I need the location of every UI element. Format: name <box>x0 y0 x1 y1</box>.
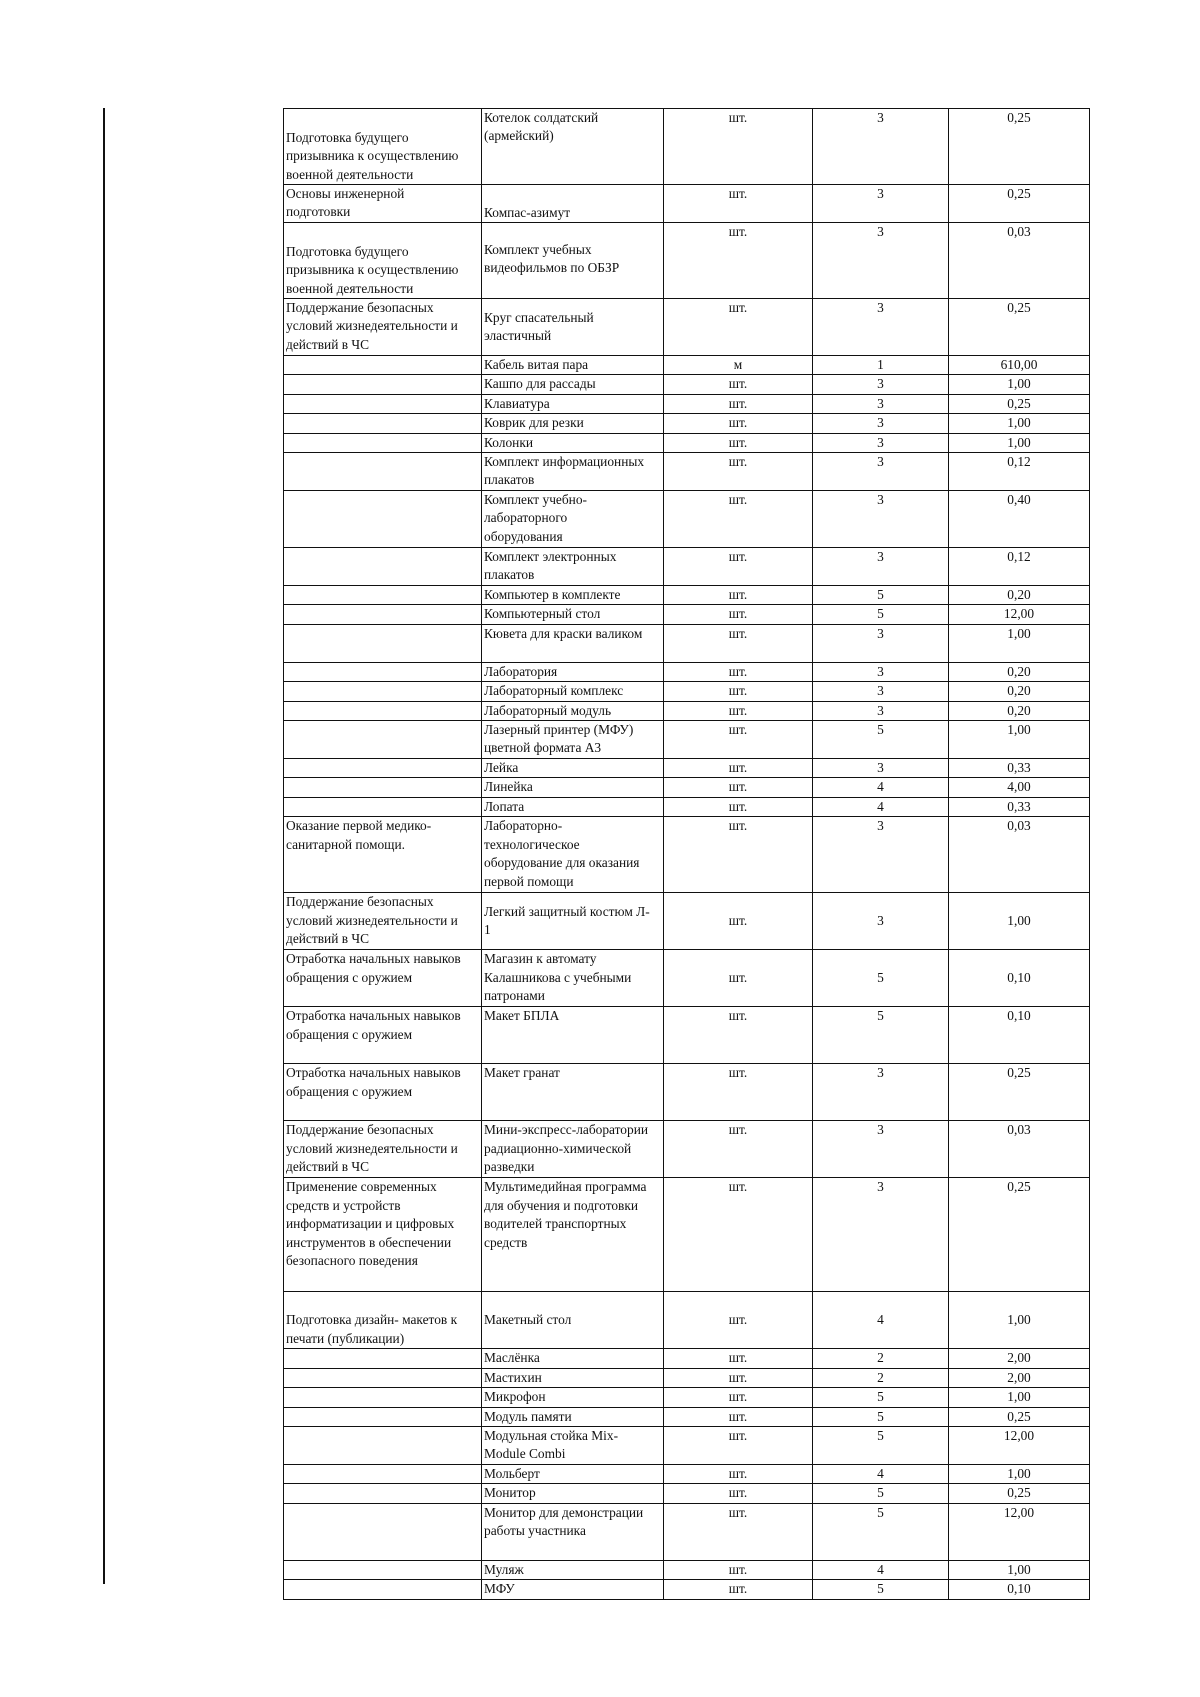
value-cell: 2,00 <box>949 1349 1090 1368</box>
item-cell: Мини-экспресс-лаборатории радиационно-химической разведки <box>482 1121 664 1178</box>
activity-cell <box>284 1580 482 1599</box>
item-cell: Кабель витая пара <box>482 356 664 375</box>
table-row <box>284 797 1090 816</box>
value-cell: 0,20 <box>949 586 1090 605</box>
activity-cell: Отработка начальных навыков обращения с оружием <box>284 950 482 1007</box>
unit-cell: шт. <box>664 1178 813 1292</box>
value-cell: 610,00 <box>949 356 1090 375</box>
activity-cell: Поддержание безопасных условий жизнедеятельности и действий в ЧС <box>284 1121 482 1178</box>
level-cell: 3 <box>813 817 949 893</box>
table-row <box>284 1484 1090 1503</box>
activity-cell <box>284 356 482 375</box>
value-cell: 1,00 <box>949 1292 1090 1349</box>
value-cell: 1,00 <box>949 433 1090 452</box>
item-cell: Муляж <box>482 1560 664 1579</box>
level-cell: 4 <box>813 1464 949 1483</box>
unit-cell: шт. <box>664 1121 813 1178</box>
level-cell: 3 <box>813 893 949 950</box>
level-cell: 5 <box>813 1580 949 1599</box>
activity-cell <box>284 682 482 701</box>
item-cell: Лазерный принтер (МФУ) цветной формата А3 <box>482 721 664 759</box>
table-row <box>284 1580 1090 1599</box>
table-row <box>284 1007 1090 1064</box>
activity-cell: Основы инженерной подготовки <box>284 185 482 223</box>
activity-cell <box>284 701 482 720</box>
value-cell: 0,25 <box>949 1064 1090 1121</box>
unit-cell: шт. <box>664 299 813 356</box>
level-cell: 5 <box>813 1484 949 1503</box>
table-row <box>284 893 1090 950</box>
level-cell: 3 <box>813 759 949 778</box>
table-row <box>284 548 1090 586</box>
item-cell: Мастихин <box>482 1368 664 1387</box>
table-row <box>284 299 1090 356</box>
unit-cell: шт. <box>664 433 813 452</box>
activity-cell <box>284 1349 482 1368</box>
value-cell: 1,00 <box>949 721 1090 759</box>
level-cell: 3 <box>813 701 949 720</box>
item-cell: Модульная стойка Mix- Module Combi <box>482 1426 664 1464</box>
table-row <box>284 394 1090 413</box>
item-cell: Легкий защитный костюм Л- 1 <box>482 893 664 950</box>
table-row <box>284 453 1090 491</box>
value-cell: 1,00 <box>949 375 1090 394</box>
activity-cell <box>284 1368 482 1387</box>
table-row <box>284 701 1090 720</box>
value-cell: 0,25 <box>949 185 1090 223</box>
table-row <box>284 356 1090 375</box>
activity-cell <box>284 453 482 491</box>
table-row <box>284 817 1090 893</box>
item-cell: Мольберт <box>482 1464 664 1483</box>
activity-cell <box>284 1388 482 1407</box>
table-row <box>284 1064 1090 1121</box>
value-cell: 0,33 <box>949 759 1090 778</box>
table-row <box>284 414 1090 433</box>
unit-cell: шт. <box>664 721 813 759</box>
value-cell: 0,33 <box>949 797 1090 816</box>
level-cell: 3 <box>813 682 949 701</box>
value-cell: 2,00 <box>949 1368 1090 1387</box>
level-cell: 1 <box>813 356 949 375</box>
item-cell: Макет гранат <box>482 1064 664 1121</box>
level-cell: 5 <box>813 1388 949 1407</box>
level-cell: 3 <box>813 109 949 185</box>
activity-cell <box>284 1464 482 1483</box>
value-cell: 1,00 <box>949 893 1090 950</box>
unit-cell: шт. <box>664 109 813 185</box>
table-row <box>284 109 1090 185</box>
table-row <box>284 1292 1090 1349</box>
value-cell: 0,10 <box>949 950 1090 1007</box>
unit-cell: шт. <box>664 1349 813 1368</box>
value-cell: 1,00 <box>949 1388 1090 1407</box>
item-cell: Кашпо для рассады <box>482 375 664 394</box>
unit-cell: шт. <box>664 893 813 950</box>
item-cell: Модуль памяти <box>482 1407 664 1426</box>
level-cell: 3 <box>813 491 949 548</box>
value-cell: 1,00 <box>949 624 1090 662</box>
table-row <box>284 662 1090 681</box>
activity-cell <box>284 586 482 605</box>
table-row <box>284 759 1090 778</box>
level-cell: 3 <box>813 375 949 394</box>
level-cell: 4 <box>813 778 949 797</box>
table-row <box>284 1426 1090 1464</box>
table-row <box>284 1121 1090 1178</box>
item-cell: Магазин к автомату Калашникова с учебными патронами <box>482 950 664 1007</box>
level-cell: 3 <box>813 662 949 681</box>
activity-cell <box>284 759 482 778</box>
table-row <box>284 1464 1090 1483</box>
value-cell: 0,25 <box>949 1178 1090 1292</box>
item-cell: Макет БПЛА <box>482 1007 664 1064</box>
activity-cell <box>284 433 482 452</box>
value-cell: 0,20 <box>949 682 1090 701</box>
item-cell: Лопата <box>482 797 664 816</box>
value-cell: 12,00 <box>949 1503 1090 1560</box>
value-cell: 0,25 <box>949 1484 1090 1503</box>
level-cell: 5 <box>813 1426 949 1464</box>
unit-cell: шт. <box>664 453 813 491</box>
table-row <box>284 185 1090 223</box>
table-row <box>284 1503 1090 1560</box>
item-cell: Комплект электронных плакатов <box>482 548 664 586</box>
level-cell: 3 <box>813 185 949 223</box>
value-cell: 4,00 <box>949 778 1090 797</box>
value-cell: 1,00 <box>949 1560 1090 1579</box>
activity-cell <box>284 1484 482 1503</box>
level-cell: 2 <box>813 1368 949 1387</box>
unit-cell: шт. <box>664 1560 813 1579</box>
value-cell: 0,03 <box>949 223 1090 299</box>
level-cell: 5 <box>813 950 949 1007</box>
unit-cell: шт. <box>664 586 813 605</box>
table-row <box>284 1349 1090 1368</box>
unit-cell: шт. <box>664 1580 813 1599</box>
value-cell: 0,20 <box>949 662 1090 681</box>
unit-cell: шт. <box>664 1388 813 1407</box>
level-cell: 4 <box>813 1292 949 1349</box>
activity-cell: Поддержание безопасных условий жизнедеятельности и действий в ЧС <box>284 299 482 356</box>
table-row <box>284 1560 1090 1579</box>
unit-cell: шт. <box>664 624 813 662</box>
level-cell: 3 <box>813 223 949 299</box>
unit-cell: шт. <box>664 1007 813 1064</box>
level-cell: 5 <box>813 721 949 759</box>
item-cell: Лабораторный модуль <box>482 701 664 720</box>
value-cell: 0,25 <box>949 1407 1090 1426</box>
table-row <box>284 1178 1090 1292</box>
item-cell: Комплект учебных видеофильмов по ОБЗР <box>482 223 664 299</box>
unit-cell: шт. <box>664 1484 813 1503</box>
activity-cell <box>284 605 482 624</box>
unit-cell: шт. <box>664 1064 813 1121</box>
unit-cell: шт. <box>664 185 813 223</box>
item-cell: Макетный стол <box>482 1292 664 1349</box>
activity-cell <box>284 548 482 586</box>
unit-cell: шт. <box>664 1503 813 1560</box>
unit-cell: шт. <box>664 394 813 413</box>
value-cell: 0,12 <box>949 548 1090 586</box>
activity-cell <box>284 624 482 662</box>
value-cell: 0,03 <box>949 1121 1090 1178</box>
table-row <box>284 433 1090 452</box>
level-cell: 3 <box>813 433 949 452</box>
activity-cell: Подготовка будущего призывника к осуществлению военной деятельности <box>284 223 482 299</box>
table-row <box>284 223 1090 299</box>
activity-cell <box>284 1426 482 1464</box>
unit-cell: м <box>664 356 813 375</box>
activity-cell: Поддержание безопасных условий жизнедеятельности и действий в ЧС <box>284 893 482 950</box>
table-row <box>284 624 1090 662</box>
value-cell: 1,00 <box>949 414 1090 433</box>
unit-cell: шт. <box>664 605 813 624</box>
activity-cell <box>284 414 482 433</box>
level-cell: 3 <box>813 624 949 662</box>
unit-cell: шт. <box>664 414 813 433</box>
unit-cell: шт. <box>664 1426 813 1464</box>
unit-cell: шт. <box>664 1368 813 1387</box>
level-cell: 3 <box>813 299 949 356</box>
value-cell: 0,25 <box>949 394 1090 413</box>
activity-cell: Подготовка будущего призывника к осуществлению военной деятельности <box>284 109 482 185</box>
item-cell: Круг спасательный эластичный <box>482 299 664 356</box>
item-cell: Лабораторный комплекс <box>482 682 664 701</box>
value-cell: 0,12 <box>949 453 1090 491</box>
unit-cell: шт. <box>664 759 813 778</box>
item-cell: Клавиатура <box>482 394 664 413</box>
item-cell: Компас-азимут <box>482 185 664 223</box>
item-cell: Лейка <box>482 759 664 778</box>
item-cell: Лабораторно- технологическое оборудование для оказания первой помощи <box>482 817 664 893</box>
level-cell: 5 <box>813 1407 949 1426</box>
table-row <box>284 721 1090 759</box>
item-cell: Маслёнка <box>482 1349 664 1368</box>
activity-cell <box>284 491 482 548</box>
activity-cell <box>284 375 482 394</box>
item-cell: Комплект учебно- лабораторного оборудования <box>482 491 664 548</box>
activity-cell <box>284 1560 482 1579</box>
item-cell: Кювета для краски валиком <box>482 624 664 662</box>
level-cell: 5 <box>813 586 949 605</box>
value-cell: 0,25 <box>949 109 1090 185</box>
value-cell: 0,10 <box>949 1007 1090 1064</box>
level-cell: 3 <box>813 453 949 491</box>
activity-cell: Отработка начальных навыков обращения с оружием <box>284 1064 482 1121</box>
table-row <box>284 605 1090 624</box>
item-cell: Монитор для демонстрации работы участника <box>482 1503 664 1560</box>
table-row <box>284 950 1090 1007</box>
unit-cell: шт. <box>664 1407 813 1426</box>
activity-cell <box>284 778 482 797</box>
unit-cell: шт. <box>664 491 813 548</box>
level-cell: 4 <box>813 797 949 816</box>
value-cell: 0,03 <box>949 817 1090 893</box>
value-cell: 12,00 <box>949 605 1090 624</box>
activity-cell <box>284 1407 482 1426</box>
unit-cell: шт. <box>664 662 813 681</box>
unit-cell: шт. <box>664 1464 813 1483</box>
level-cell: 5 <box>813 605 949 624</box>
activity-cell: Отработка начальных навыков обращения с оружием <box>284 1007 482 1064</box>
item-cell: Монитор <box>482 1484 664 1503</box>
value-cell: 12,00 <box>949 1426 1090 1464</box>
unit-cell: шт. <box>664 682 813 701</box>
activity-cell: Подготовка дизайн- макетов к печати (публикации) <box>284 1292 482 1349</box>
item-cell: Колонки <box>482 433 664 452</box>
level-cell: 3 <box>813 1178 949 1292</box>
table-row <box>284 491 1090 548</box>
unit-cell: шт. <box>664 375 813 394</box>
unit-cell: шт. <box>664 1292 813 1349</box>
equipment-table <box>283 108 1090 1600</box>
activity-cell <box>284 721 482 759</box>
level-cell: 3 <box>813 1064 949 1121</box>
unit-cell: шт. <box>664 548 813 586</box>
activity-cell: Применение современных средств и устройств информатизации и цифровых инструментов в обеспечении безопасного поведения <box>284 1178 482 1292</box>
level-cell: 5 <box>813 1503 949 1560</box>
table-row <box>284 1368 1090 1387</box>
item-cell: Линейка <box>482 778 664 797</box>
unit-cell: шт. <box>664 223 813 299</box>
table-row <box>284 586 1090 605</box>
table-row <box>284 375 1090 394</box>
table-row <box>284 1388 1090 1407</box>
unit-cell: шт. <box>664 950 813 1007</box>
item-cell: МФУ <box>482 1580 664 1599</box>
activity-cell <box>284 797 482 816</box>
activity-cell <box>284 1503 482 1560</box>
level-cell: 3 <box>813 548 949 586</box>
activity-cell <box>284 662 482 681</box>
page-margin-line <box>103 108 105 1584</box>
item-cell: Коврик для резки <box>482 414 664 433</box>
table-row <box>284 1407 1090 1426</box>
item-cell: Комплект информационных плакатов <box>482 453 664 491</box>
unit-cell: шт. <box>664 817 813 893</box>
value-cell: 0,20 <box>949 701 1090 720</box>
unit-cell: шт. <box>664 778 813 797</box>
activity-cell: Оказание первой медико- санитарной помощи. <box>284 817 482 893</box>
level-cell: 5 <box>813 1007 949 1064</box>
item-cell: Микрофон <box>482 1388 664 1407</box>
unit-cell: шт. <box>664 701 813 720</box>
level-cell: 3 <box>813 1121 949 1178</box>
table-row <box>284 682 1090 701</box>
level-cell: 3 <box>813 414 949 433</box>
value-cell: 0,40 <box>949 491 1090 548</box>
item-cell: Котелок солдатский (армейский) <box>482 109 664 185</box>
item-cell: Мультимедийная программа для обучения и подготовки водителей транспортных средств <box>482 1178 664 1292</box>
item-cell: Лаборатория <box>482 662 664 681</box>
value-cell: 0,25 <box>949 299 1090 356</box>
item-cell: Компьютер в комплекте <box>482 586 664 605</box>
level-cell: 4 <box>813 1560 949 1579</box>
unit-cell: шт. <box>664 797 813 816</box>
activity-cell <box>284 394 482 413</box>
value-cell: 0,10 <box>949 1580 1090 1599</box>
value-cell: 1,00 <box>949 1464 1090 1483</box>
level-cell: 2 <box>813 1349 949 1368</box>
item-cell: Компьютерный стол <box>482 605 664 624</box>
level-cell: 3 <box>813 394 949 413</box>
table-row <box>284 778 1090 797</box>
